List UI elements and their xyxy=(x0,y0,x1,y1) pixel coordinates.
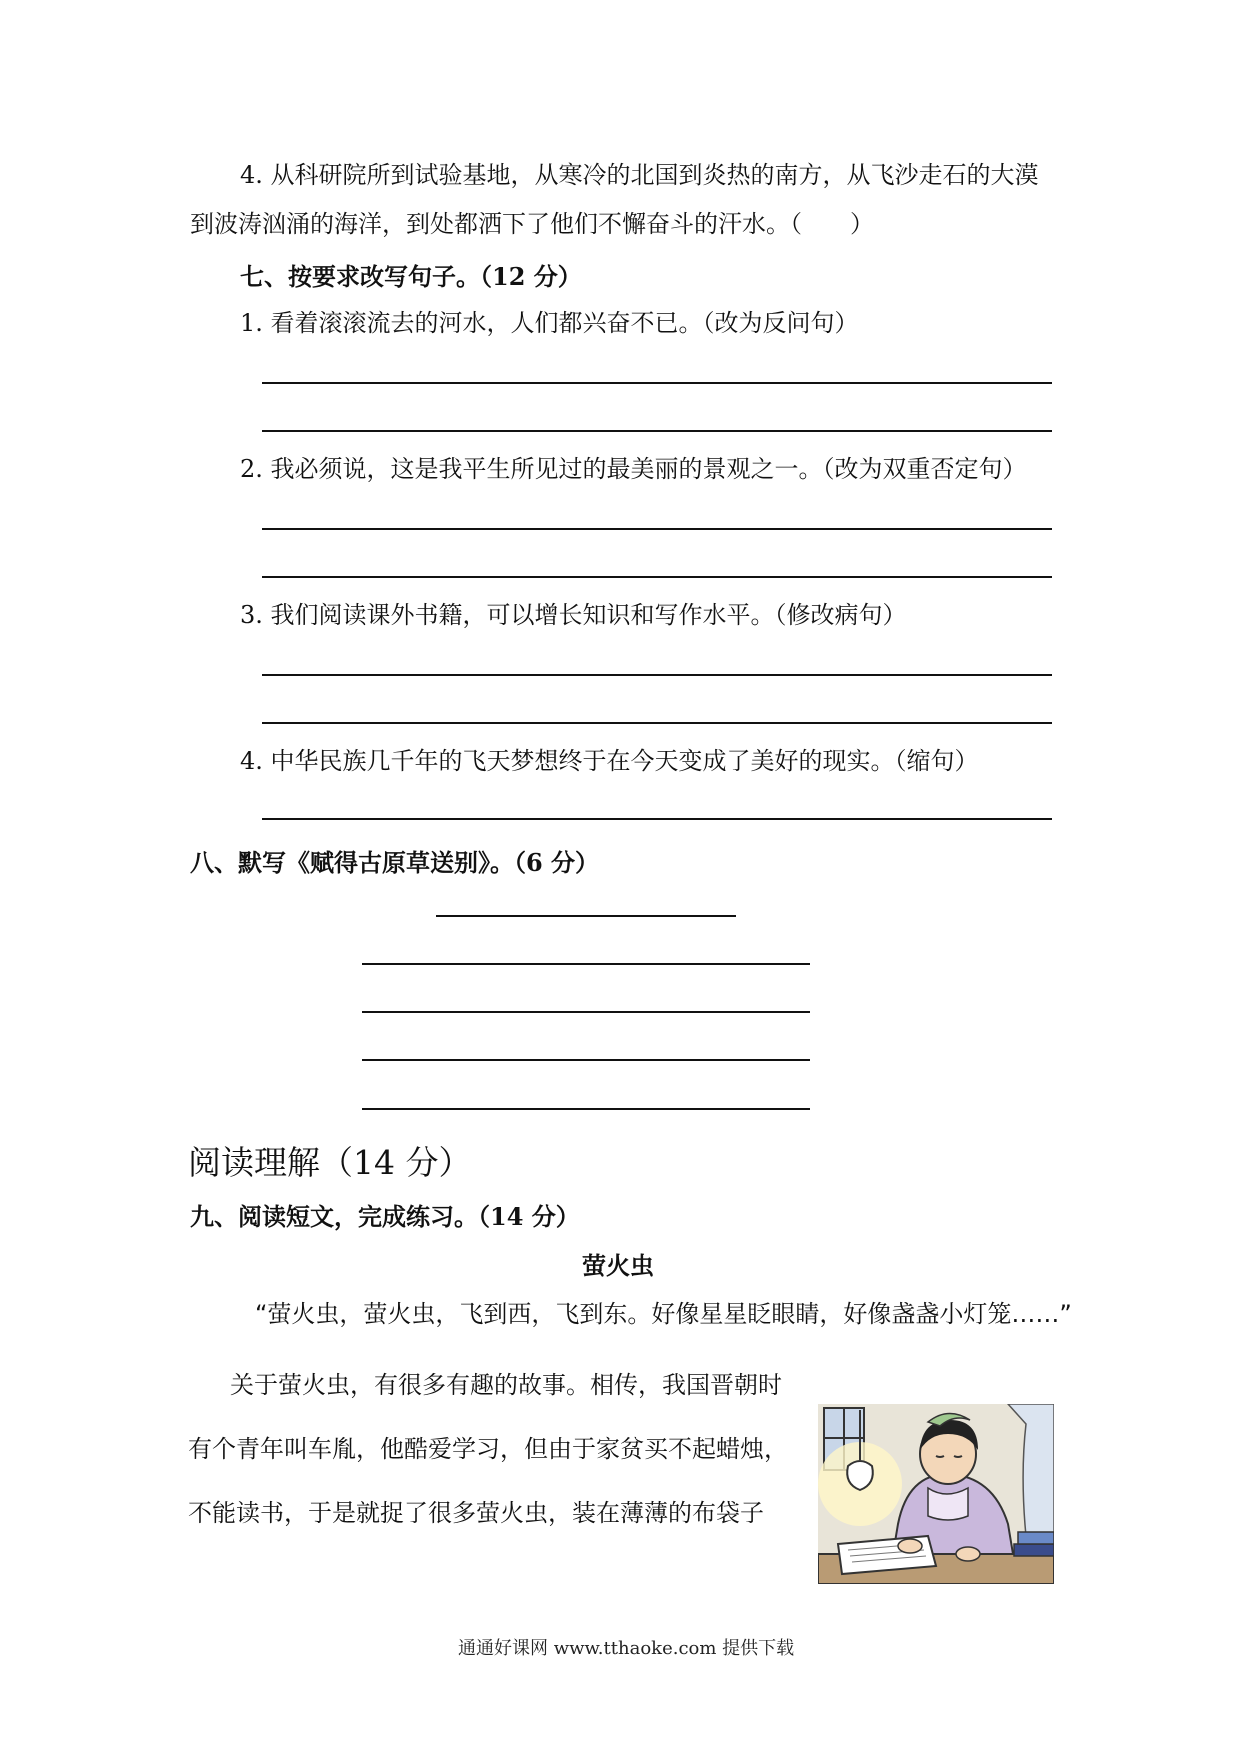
section-heading: 九、阅读短文，完成练习。（14 分） xyxy=(190,1202,580,1231)
poem-title-line[interactable] xyxy=(436,915,736,917)
passage-text: 有个青年叫车胤，他酷爱学习，但由于家贫买不起蜡烛， xyxy=(188,1435,788,1463)
question-text: 到波涛汹涌的海洋，到处都洒下了他们不懈奋斗的汗水。（ ） xyxy=(190,210,874,238)
passage-quote: “萤火虫，萤火虫，飞到西，飞到东。好像星星眨眼睛，好像盏盏小灯笼……” xyxy=(255,1300,1072,1328)
question-text: 4. 从科研院所到试验基地，从寒冷的北国到炎热的南方，从飞沙走石的大漠 xyxy=(240,161,1039,189)
reading-heading: 阅读理解（14 分） xyxy=(188,1143,472,1182)
passage-text: 不能读书，于是就捉了很多萤火虫，装在薄薄的布袋子 xyxy=(188,1499,764,1527)
answer-line[interactable] xyxy=(262,674,1052,676)
section-heading: 七、按要求改写句子。（12 分） xyxy=(240,262,582,291)
question-text: 3. 我们阅读课外书籍，可以增长知识和写作水平。（修改病句） xyxy=(240,601,907,629)
reading-boy-illustration xyxy=(818,1404,1054,1584)
question-text: 4. 中华民族几千年的飞天梦想终于在今天变成了美好的现实。（缩句） xyxy=(240,747,979,775)
answer-line[interactable] xyxy=(262,430,1052,432)
poem-line[interactable] xyxy=(362,1059,810,1061)
answer-line[interactable] xyxy=(262,528,1052,530)
poem-line[interactable] xyxy=(362,1011,810,1013)
poem-line[interactable] xyxy=(362,1108,810,1110)
answer-line[interactable] xyxy=(262,722,1052,724)
poem-line[interactable] xyxy=(362,963,810,965)
answer-line[interactable] xyxy=(262,576,1052,578)
question-text: 2. 我必须说，这是我平生所见过的最美丽的景观之一。（改为双重否定句） xyxy=(240,455,1027,483)
section-heading: 八、默写《赋得古原草送别》。（6 分） xyxy=(190,848,600,877)
passage-text: 关于萤火虫，有很多有趣的故事。相传，我国晋朝时 xyxy=(230,1371,782,1399)
footer-credit: 通通好课网 www.tthaoke.com 提供下载 xyxy=(458,1638,795,1659)
passage-title: 萤火虫 xyxy=(582,1251,654,1280)
answer-line[interactable] xyxy=(262,818,1052,820)
question-text: 1. 看着滚滚流去的河水，人们都兴奋不已。（改为反问句） xyxy=(240,309,859,337)
answer-line[interactable] xyxy=(262,382,1052,384)
